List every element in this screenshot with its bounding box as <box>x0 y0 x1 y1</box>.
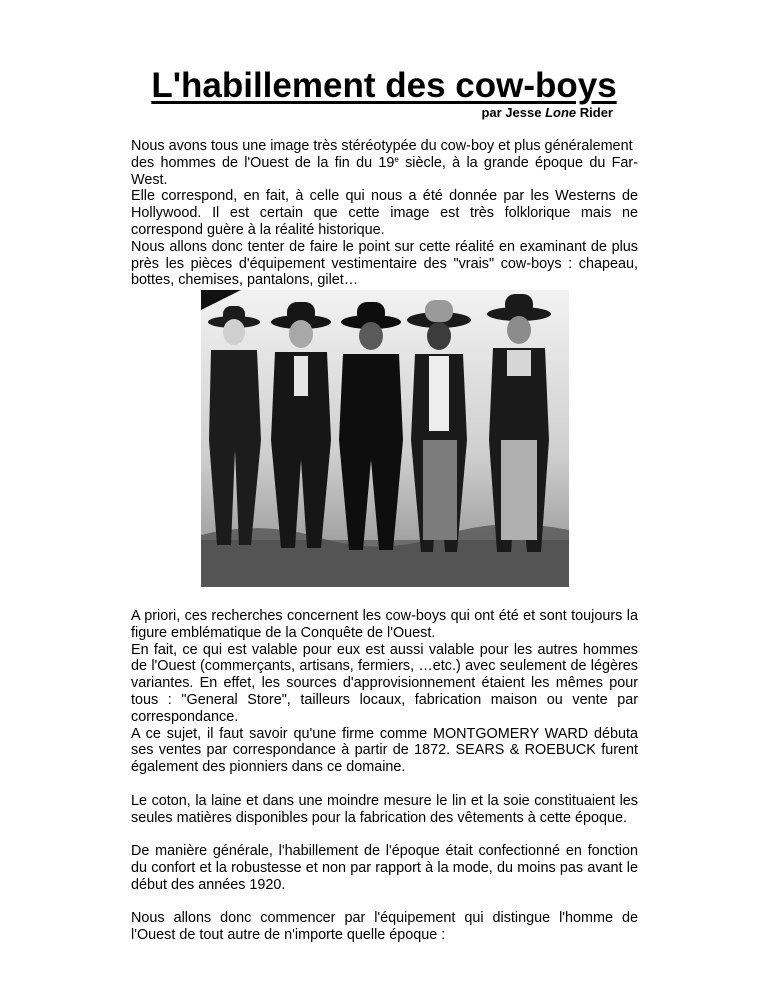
byline-suffix: Rider <box>579 105 613 120</box>
maniere-paragraph: De manière générale, l'habillement de l'époque était confectionné en fonction du confort et la robustesse et non par rapport à la mode, du moins pas avant le début des années 1920. <box>131 843 638 893</box>
apriori-paragraph <box>131 608 638 776</box>
intro-line-2: des hommes de l'Ouest de la fin du 19e siècle, à la grande époque du Far-West. <box>131 154 638 188</box>
intro-paragraph <box>131 138 638 289</box>
byline <box>481 105 613 121</box>
intro-rest: Elle correspond, en fait, à celle qui nous a été donnée par les Westerns de Hollywood. Il est certain que cette image est très folklorique mais ne correspond guère à la réalité historique. <box>131 188 638 238</box>
coton-paragraph: Le coton, la laine et dans une moindre mesure le lin et la soie constituaient les seules matières disponibles pour la fabrication des vêtements à cette époque. <box>131 793 638 826</box>
enfait-text: En fait, ce qui est valable pour eux est aussi valable pour les autres hommes de l'Ouest (commerçants, artisans, fermiers, …etc.) avec seulement de légères variantes. En effet, les sources d'approvisionnement étaient les mêmes pour tous : "General Store", tailleurs locaux, fabrication maison ou vente par correspondance. <box>131 641 638 725</box>
apriori-text: A priori, ces recherches concernent les cow-boys qui ont été et sont toujours la figure emblématique de la Conquête de l'Ouest. <box>131 608 638 641</box>
commencer-paragraph: Nous allons donc commencer par l'équipement qui distingue l'homme de l'Ouest de tout autre de n'importe quelle époque : <box>131 910 638 943</box>
historical-photo-icon <box>201 290 569 587</box>
page-title: L'habillement des cow-boys <box>151 66 617 105</box>
intro-second: Nous allons donc tenter de faire le point sur cette réalité en examinant de plus près les pièces d'équipement vestimentaire des "vrais" cow-boys : chapeau, bottes, chemises, pantalons, gilet… <box>131 238 638 289</box>
byline-prefix: par Jesse <box>481 105 542 120</box>
intro-line-1: Nous avons tous une image très stéréotypée du cow-boy et plus généralement <box>131 138 633 154</box>
byline-middle-name: Lone <box>545 105 577 120</box>
acesujet-text: A ce sujet, il faut savoir qu'une firme comme MONTGOMERY WARD débuta ses ventes par correspondance à partir de 1872. SEARS & ROEBUCK furent également des pionniers dans ce domaine. <box>131 725 638 776</box>
superscript-e: e <box>394 154 399 164</box>
cowboys-photo <box>201 290 569 587</box>
